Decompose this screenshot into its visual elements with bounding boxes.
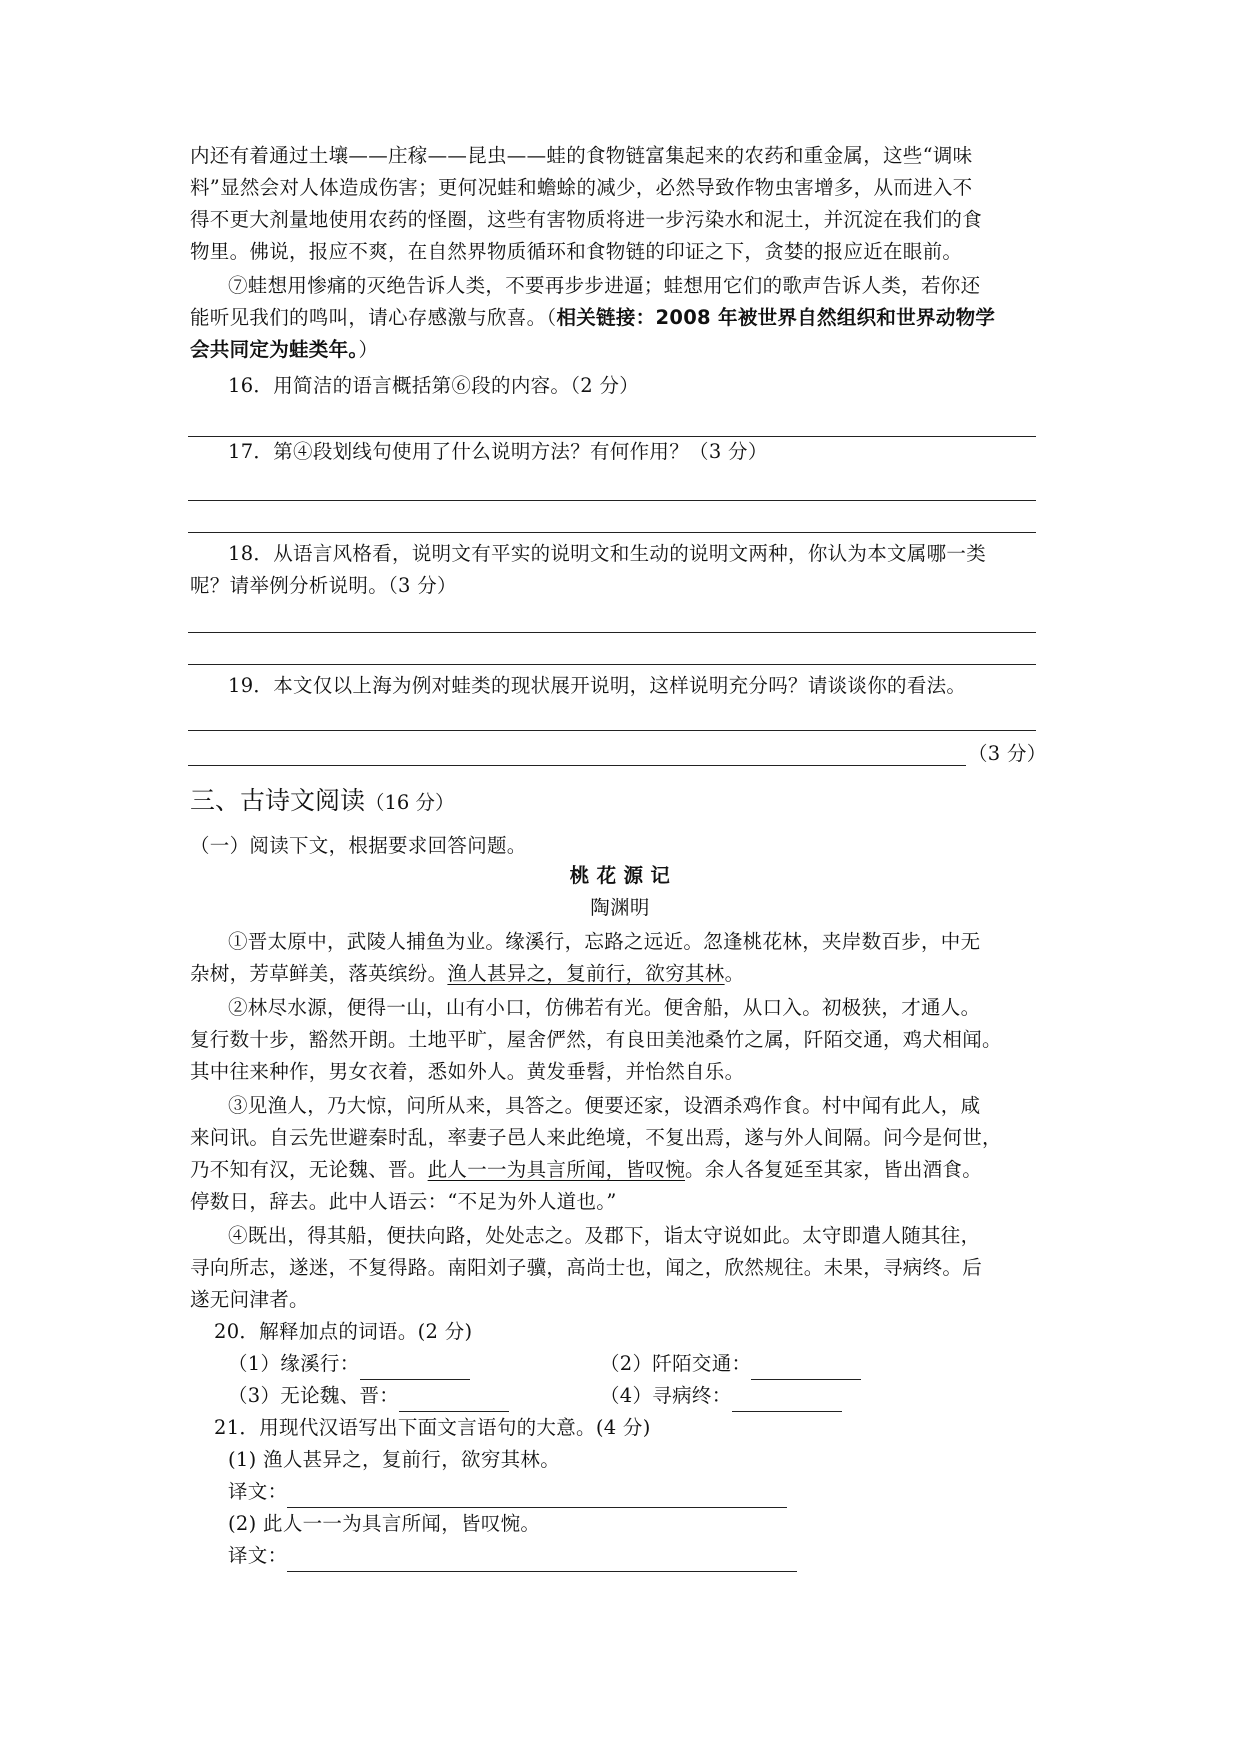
section-3-heading: [190, 783, 455, 821]
q20-item-4-label: （4）寻病终：: [600, 1384, 732, 1407]
q20-item-1-label: （1）缘溪行：: [228, 1352, 360, 1375]
p6-line-2: 料”显然会对人体造成伤害；更何况蛙和蟾蜍的减少，必然导致作物虫害增多，从而进入不: [190, 176, 973, 199]
q21-sentence-1: (1) 渔人甚异之，复前行，欲穷其林。: [228, 1448, 561, 1471]
p6-line-3: 得不更大剂量地使用农药的怪圈，这些有害物质将进一步污染水和泥土，并沉淀在我们的食: [190, 208, 983, 231]
q21-translation-1: [228, 1476, 787, 1508]
p6-line-1: 内还有着通过土壤——庄稼——昆虫——蛙的食物链富集起来的农药和重金属，这些“调味: [190, 144, 973, 167]
question-18-line-1: 18．从语言风格看，说明文有平实的说明文和生动的说明文两种，你认为本文属哪一类: [228, 542, 987, 565]
translation-label-2: 译文：: [228, 1544, 288, 1567]
taohua-p3-line-2: 来问讯。自云先世避秦时乱，率妻子邑人来此绝境，不复出焉，遂与外人间隔。问今是何世，: [190, 1126, 1002, 1149]
question-21: 21．用现代汉语写出下面文言语句的大意。(4 分): [214, 1416, 651, 1439]
p7-line-3: [190, 334, 378, 366]
p3-text: 乃不知有汉，无论魏、晋。: [190, 1158, 428, 1181]
taohua-p1-line-1: ①晋太原中，武陵人捕鱼为业。缘溪行，忘路之远近。忽逢桃花林，夹岸数百步，中无: [228, 930, 981, 953]
q21-answer-2[interactable]: [287, 1551, 797, 1572]
q20-item-2: [600, 1348, 861, 1380]
taohua-p2-line-2: 复行数十步，豁然开朗。土地平旷，屋舍俨然，有良田美池桑竹之属，阡陌交通，鸡犬相闻。: [190, 1028, 1002, 1051]
q20-item-4: [600, 1380, 842, 1412]
q21-translation-2: [228, 1540, 797, 1572]
answer-line-19b[interactable]: [188, 765, 966, 766]
q20-answer-2[interactable]: [751, 1359, 861, 1380]
taohua-p3-line-4: 停数日，辞去。此中人语云：“不足为外人道也。”: [190, 1190, 617, 1213]
answer-line-17a[interactable]: [188, 500, 1036, 501]
underlined-sentence-1: 渔人甚异之，复前行，欲穷其林: [447, 962, 725, 985]
p7-line-2: [190, 302, 995, 334]
paren-close: ）: [358, 338, 379, 361]
translation-label-1: 译文：: [228, 1480, 288, 1503]
p7-text: 能听见我们的鸣叫，请心存感激与欣喜。（: [190, 306, 557, 329]
q21-sentence-2: (2) 此人一一为具言所闻，皆叹惋。: [228, 1512, 541, 1535]
question-18-line-2: 呢？请举例分析说明。（3 分）: [190, 574, 457, 597]
p3-text-end: 。余人各复延至其家，皆出酒食。: [685, 1158, 983, 1181]
p1-text: 杂树，芳草鲜美，落英缤纷。: [190, 962, 448, 985]
answer-line-18a[interactable]: [188, 632, 1036, 633]
related-link: 相关链接：2008 年被世界自然组织和世界动物学: [556, 306, 996, 329]
q20-item-3: [228, 1380, 509, 1412]
taohua-p3-line-3: [190, 1154, 982, 1186]
p1-end: 。: [724, 962, 745, 985]
taohua-p4-line-2: 寻向所志，遂迷，不复得路。南阳刘子骥，高尚士也，闻之，欣然规往。未果，寻病终。后: [190, 1256, 983, 1279]
q20-answer-3[interactable]: [399, 1391, 509, 1412]
p7-line-1: ⑦蛙想用惨痛的灭绝告诉人类，不要再步步进逼；蛙想用它们的歌声告诉人类，若你还: [228, 274, 981, 297]
taohua-p4-line-1: ④既出，得其船，便扶向路，处处志之。及郡下，诣太守说如此。太守即遣人随其往，: [228, 1224, 981, 1247]
answer-line-18b[interactable]: [188, 664, 1036, 665]
question-16: 16．用简洁的语言概括第⑥段的内容。（2 分）: [228, 374, 640, 397]
taohua-p1-line-2: [190, 958, 744, 990]
taohua-p3-line-1: ③见渔人，乃大惊，问所从来，具答之。便要还家，设酒杀鸡作食。村中闻有此人，咸: [228, 1094, 981, 1117]
section-3-title: 三、古诗文阅读: [190, 786, 366, 815]
answer-line-19a[interactable]: [188, 730, 1036, 731]
question-20: 20．解释加点的词语。(2 分): [214, 1320, 473, 1343]
q20-answer-1[interactable]: [360, 1359, 470, 1380]
subsection-1: （一）阅读下文，根据要求回答问题。: [190, 834, 527, 857]
section-3-score: （16 分）: [365, 791, 455, 814]
q20-item-1: [228, 1348, 470, 1380]
taohua-p4-line-3: 遂无问津者。: [190, 1288, 309, 1311]
taohua-p2-line-1: ②林尽水源，便得一山，山有小口，仿佛若有光。便舍船，从口入。初极狭，才通人。: [228, 996, 981, 1019]
q21-answer-1[interactable]: [287, 1487, 787, 1508]
related-link-end: 会共同定为蛙类年。: [190, 338, 359, 361]
underlined-sentence-2: 此人一一为具言所闻，皆叹惋: [427, 1158, 686, 1181]
poem-title: 桃 花 源 记: [569, 864, 671, 887]
p6-line-4: 物里。佛说，报应不爽，在自然界物质循环和食物链的印证之下，贪婪的报应近在眼前。: [190, 240, 963, 263]
question-19-score: （3 分）: [968, 742, 1047, 765]
q20-item-3-label: （3）无论魏、晋：: [228, 1384, 400, 1407]
poem-author: 陶渊明: [590, 896, 650, 919]
taohua-p2-line-3: 其中往来种作，男女衣着，悉如外人。黄发垂髫，并怡然自乐。: [190, 1060, 745, 1083]
q20-item-2-label: （2）阡陌交通：: [600, 1352, 752, 1375]
question-19: 19．本文仅以上海为例对蛙类的现状展开说明，这样说明充分吗？请谈谈你的看法。: [228, 674, 967, 697]
q20-answer-4[interactable]: [732, 1391, 842, 1412]
question-17: 17．第④段划线句使用了什么说明方法？有何作用？（3 分）: [228, 440, 768, 463]
answer-line-17b[interactable]: [188, 532, 1036, 533]
